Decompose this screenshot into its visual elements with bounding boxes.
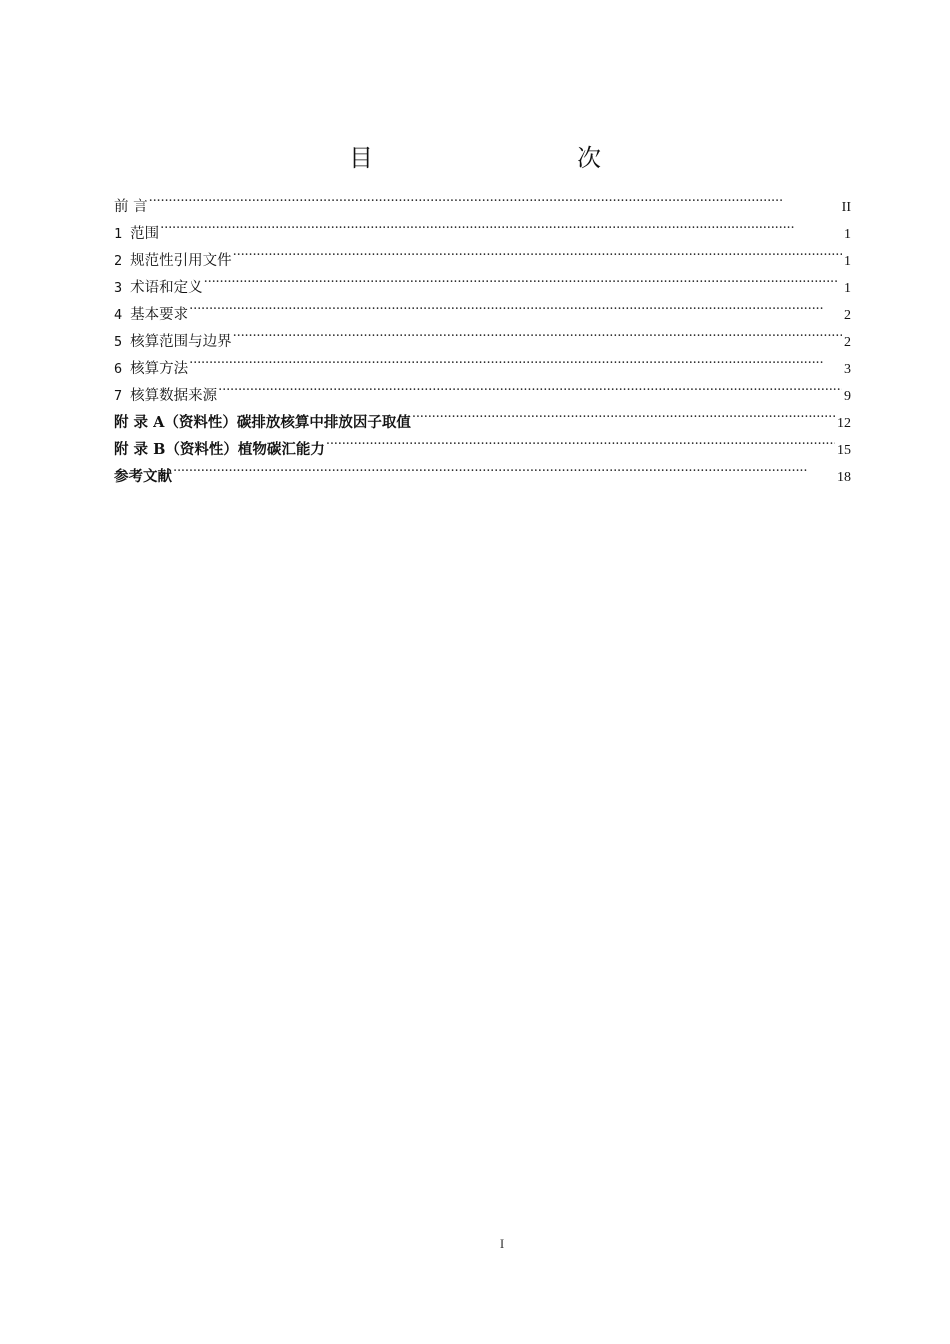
dot-leader <box>148 184 840 211</box>
footer-page-number: I <box>499 1236 505 1251</box>
toc-entry-accounting-methods[interactable] <box>114 346 851 377</box>
toc-entry-appendix-a[interactable] <box>114 400 851 431</box>
toc-entry-normative-references[interactable] <box>114 238 851 269</box>
dot-leader <box>188 292 842 319</box>
toc-entry-number: 5 <box>114 334 123 350</box>
toc-entry-page: 9 <box>844 389 851 404</box>
toc-entry-label: 术语和定义 <box>130 280 203 296</box>
toc-entry-label: 附 录 B（资料性）植物碳汇能力 <box>114 441 325 458</box>
toc-entry-label: 参考文献 <box>114 468 172 485</box>
dot-leader <box>159 211 842 238</box>
dot-leader <box>203 265 842 292</box>
toc-entry-data-sources[interactable] <box>114 373 851 404</box>
dot-leader <box>411 400 835 427</box>
toc-entry-page: 3 <box>844 362 851 377</box>
toc-entry-page: 18 <box>837 470 851 485</box>
toc-entry-number: 7 <box>114 388 123 404</box>
toc-entry-page: 1 <box>844 227 851 242</box>
toc-entry-number: 1 <box>114 226 123 242</box>
dot-leader <box>172 454 835 481</box>
toc-entry-page: 2 <box>844 308 851 323</box>
toc-entry-page: 12 <box>837 416 851 431</box>
toc-entry-page: II <box>841 200 851 215</box>
toc-entry-basic-requirements[interactable] <box>114 292 851 323</box>
toc-entry-label: 规范性引用文件 <box>130 253 232 269</box>
toc-entry-label: 核算方法 <box>130 361 189 377</box>
dot-leader <box>232 319 842 346</box>
toc-entry-number: 2 <box>114 253 123 269</box>
toc-entry-page: 15 <box>837 443 851 458</box>
toc-title: 目 次 <box>349 144 653 172</box>
toc-entry-label: 附 录 A（资料性）碳排放核算中排放因子取值 <box>114 414 411 431</box>
toc-entry-page: 1 <box>844 281 851 296</box>
toc-entry-page: 2 <box>844 335 851 350</box>
toc-entry-label: 范围 <box>130 226 160 242</box>
toc-entry-preface[interactable] <box>114 184 851 215</box>
toc-entry-label: 前 言 <box>114 199 148 215</box>
toc-entry-bibliography[interactable] <box>114 454 851 485</box>
toc-entry-number: 3 <box>114 280 123 296</box>
toc-entry-accounting-scope[interactable] <box>114 319 851 350</box>
toc-entry-scope[interactable] <box>114 211 851 242</box>
toc-entry-label: 核算范围与边界 <box>130 334 232 350</box>
toc-entry-terms-definitions[interactable] <box>114 265 851 296</box>
toc-entry-label: 核算数据来源 <box>130 388 218 404</box>
toc-entry-number: 6 <box>114 361 123 377</box>
toc-entry-number: 4 <box>114 307 123 323</box>
table-of-contents <box>114 184 851 485</box>
toc-entry-label: 基本要求 <box>130 307 189 323</box>
toc-entry-page: 1 <box>844 254 851 269</box>
dot-leader <box>217 373 842 400</box>
dot-leader <box>232 238 842 265</box>
dot-leader <box>188 346 842 373</box>
dot-leader <box>325 427 835 454</box>
